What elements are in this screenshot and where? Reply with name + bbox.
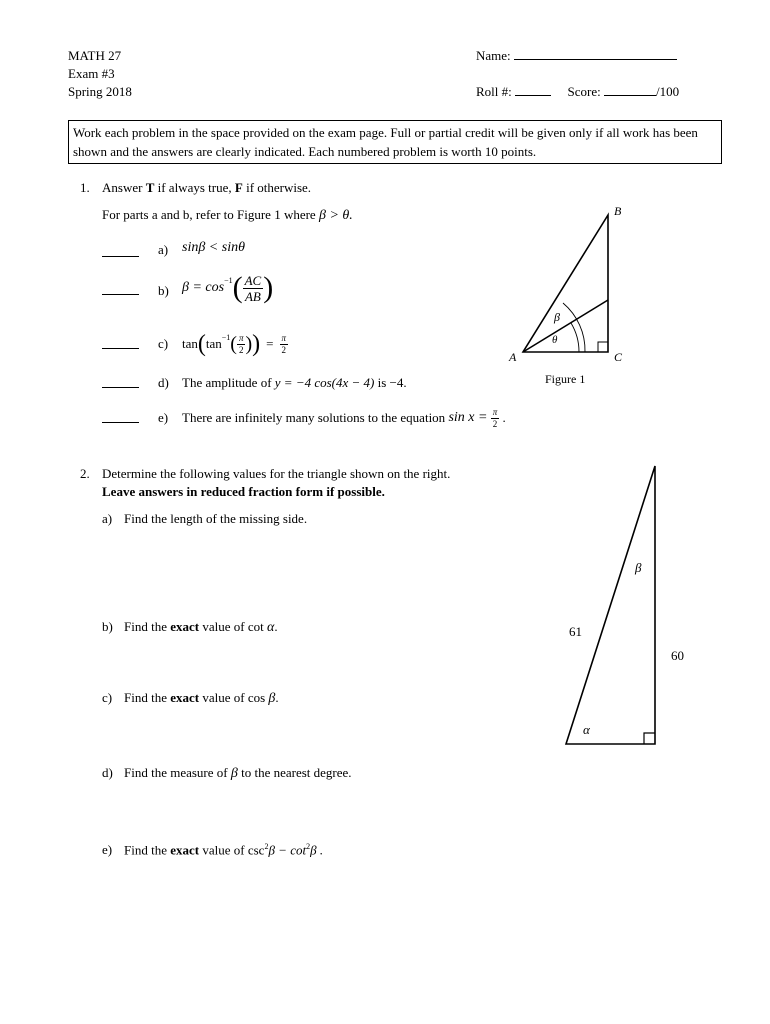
p1b-right-paren: ) <box>263 271 274 304</box>
p1b-label: b) <box>158 283 169 298</box>
p1e-two: 2 <box>492 418 498 429</box>
p1c-exponent: −1 <box>221 333 231 342</box>
p1d-text-a: The amplitude of <box>182 375 275 390</box>
p2b-text-a: Find the <box>124 619 171 634</box>
p1e-pi: π <box>492 406 498 417</box>
figure1-label-theta: θ <box>552 334 558 346</box>
figure1-right-angle <box>598 342 608 352</box>
p2c-text-a: Find the <box>124 690 171 705</box>
course-title: MATH 27 <box>68 48 122 63</box>
exam-term: Spring 2018 <box>68 84 132 99</box>
p2c-text <box>124 690 279 707</box>
p2b-alpha: α <box>266 620 275 635</box>
p2e-mid: β − cot <box>268 842 307 858</box>
p2b-text <box>124 619 278 636</box>
p1c-tan-inv: tan <box>205 336 222 351</box>
figure1-triangle <box>505 200 635 375</box>
figure1-label-C: C <box>614 350 623 364</box>
p1c-math <box>182 330 288 358</box>
figure1-caption: Figure 1 <box>545 372 586 386</box>
p1d-label: d) <box>158 375 169 390</box>
roll-label: Roll #: <box>476 84 512 99</box>
p2b-text-b: value of cot <box>199 619 267 634</box>
triangle2-leg: 60 <box>671 648 684 663</box>
name-label: Name: <box>476 48 511 63</box>
p1b-left-paren: ( <box>232 271 243 304</box>
name-line <box>476 48 677 64</box>
p1b-fraction <box>243 274 264 303</box>
figure1-outer-triangle <box>523 215 608 352</box>
p2a-text: Find the length of the missing side. <box>124 511 308 526</box>
p1c-pi: π <box>238 332 244 343</box>
p1c-rhs-fraction <box>280 334 289 355</box>
p2e-square-2: 2 <box>306 842 311 851</box>
p1d-text <box>182 375 407 391</box>
figure1-inner-line <box>523 300 608 352</box>
figure1-label-beta: β <box>554 310 560 324</box>
p1c-two: 2 <box>238 344 244 355</box>
p1-refer-math: β > θ. <box>318 208 353 223</box>
figure1-beta-arc <box>563 303 585 352</box>
p2c-exact: exact <box>170 690 200 705</box>
triangle2-alpha: α <box>583 722 590 737</box>
p1-intro-text-2: if always true, <box>154 180 235 195</box>
p1-refer-text: For parts a and b, refer to Figure 1 where <box>102 207 319 222</box>
p2d-label: d) <box>102 765 113 780</box>
triangle2-beta: β <box>635 560 642 575</box>
p2-instruction-bold: Leave answers in reduced fraction form if possible. <box>102 484 385 499</box>
p2b-label: b) <box>102 619 113 634</box>
name-blank[interactable] <box>514 59 677 60</box>
p1c-tan: tan <box>182 336 198 351</box>
p1a-math: sinβ < sinθ <box>182 240 245 255</box>
p1b-denominator: AB <box>244 288 261 304</box>
figure1-theta-arc <box>571 323 579 352</box>
p1-intro-text-3: if otherwise. <box>242 180 312 195</box>
instructions-box: Work each problem in the space provided on the exam page. Full or partial credit will be given only if all work has been shown and the answers are clearly indicated. Each numbered problem is worth 10 points. <box>68 120 722 164</box>
roll-score-line <box>476 84 679 100</box>
p2-number: 2. <box>80 466 90 481</box>
p1c-paren-close-2: ) <box>245 332 253 355</box>
p1b-answer-blank[interactable] <box>102 294 139 295</box>
p2c-beta: β <box>268 691 276 706</box>
p1b-exponent: −1 <box>224 276 233 285</box>
p2b-exact: exact <box>170 619 200 634</box>
score-label: Score: <box>567 84 601 99</box>
p2c-text-b: value of cos <box>199 690 269 705</box>
p1c-inner-fraction <box>237 334 246 355</box>
p1d-answer-blank[interactable] <box>102 387 139 388</box>
p2b-end: . <box>274 619 278 634</box>
p2e-text-b: value of csc <box>199 842 265 858</box>
p1e-answer-blank[interactable] <box>102 422 139 423</box>
p1b-math <box>182 268 273 308</box>
triangle2-outline <box>566 466 655 744</box>
p1c-label: c) <box>158 336 169 351</box>
p1a-label: a) <box>158 242 169 257</box>
score-total: /100 <box>655 84 680 99</box>
p1-false-letter: F <box>234 180 243 195</box>
p1d-math: y = −4 cos(4x − 4) <box>274 375 375 390</box>
p2c-end: . <box>275 690 279 705</box>
p2c-label: c) <box>102 690 113 705</box>
p1b-numerator: AC <box>244 272 262 288</box>
p1c-paren-close: ) <box>252 330 261 357</box>
p2e-text <box>124 842 323 858</box>
p2e-exact: exact <box>170 842 200 858</box>
p2d-beta: β <box>230 766 238 781</box>
p1e-label: e) <box>158 410 169 425</box>
p1b-lhs: β = cos <box>182 280 225 295</box>
p1d-text-b: is −4. <box>374 375 407 390</box>
triangle2-right-angle <box>644 733 655 744</box>
triangle2 <box>560 460 670 750</box>
p2e-square-1: 2 <box>264 842 269 851</box>
p1-true-letter: T <box>145 180 155 195</box>
figure1-label-B: B <box>614 204 622 218</box>
p1c-paren-open: ( <box>197 330 206 357</box>
p1-intro <box>102 180 311 196</box>
p1-number: 1. <box>80 180 90 195</box>
p1c-equals: = <box>266 336 274 351</box>
p2e-end: β . <box>310 842 324 858</box>
p1e-text-a: There are infinitely many solutions to the equation <box>182 410 446 425</box>
roll-blank[interactable] <box>515 95 551 96</box>
p1-refer <box>102 207 353 224</box>
p2d-text <box>124 765 352 782</box>
p1c-rhs-pi: π <box>281 332 287 343</box>
p2e-text-a: Find the <box>124 842 171 858</box>
p1a-answer-blank[interactable] <box>102 256 139 257</box>
p2a-label: a) <box>102 511 113 526</box>
p2-intro: Determine the following values for the triangle shown on the right. <box>102 466 451 481</box>
p1c-answer-blank[interactable] <box>102 348 139 349</box>
p1c-rhs-two: 2 <box>281 344 286 355</box>
p2d-text-b: to the nearest degree. <box>237 765 352 780</box>
triangle2-hypotenuse: 61 <box>569 624 582 639</box>
score-blank[interactable] <box>604 95 656 96</box>
p2d-text-a: Find the measure of <box>124 765 231 780</box>
p1c-paren-open-2: ( <box>230 332 237 355</box>
p1e-period: . <box>502 410 506 425</box>
p1e-fraction <box>491 408 500 429</box>
p1e-math: sin x = <box>448 410 488 425</box>
figure1-label-A: A <box>509 350 517 364</box>
p1e-text <box>182 404 506 432</box>
p2e-label: e) <box>102 842 113 857</box>
exam-number: Exam #3 <box>68 66 115 81</box>
p1-intro-text: Answer <box>102 180 146 195</box>
